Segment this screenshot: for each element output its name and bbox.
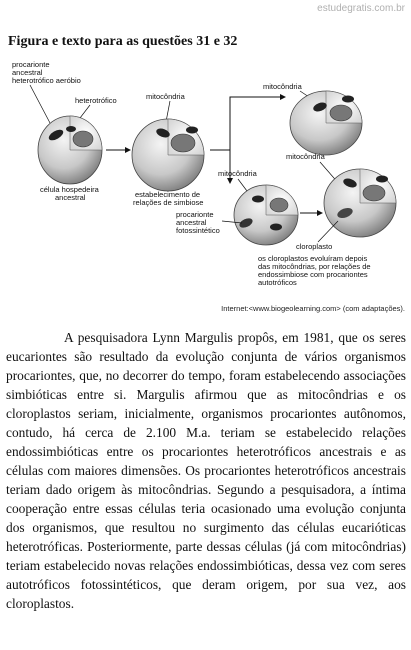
label-mitocondria-1: mitocôndria [146,92,185,101]
note-line-2: das mitocôndrias, por relações de [258,262,371,271]
label-procarionte-1: procarionte [12,60,50,69]
label-cloroplasto: cloroplasto [296,242,333,251]
note-line-3: endossimbiose com procariontes [258,270,368,279]
question-heading: Figura e texto para as questões 31 e 32 [8,34,238,49]
note-line-1: os cloroplastos evoluíram depois [258,254,368,263]
label-host-2: ancestral [55,193,86,202]
label-fotossintetico-1: procarionte [176,210,214,219]
label-mitocondria-3: mitocôndria [218,169,257,178]
label-procarionte-2: ancestral [12,68,43,77]
label-procarionte-3: heterotrófico aeróbio [12,76,81,85]
note-line-4: autotróficos [258,278,297,287]
label-fotossintetico-2: ancestral [176,218,207,227]
label-mitocondria-4: mitocôndria [286,152,325,161]
label-heterotrofico: heterotrófico [75,96,117,105]
label-fotossintetico-3: fotossintético [176,226,220,235]
cell-with-photosynthetic-prokaryote [234,185,298,245]
host-cell [38,116,102,184]
heterotrophic-eukaryote-cell [290,91,362,155]
symbiosis-cell [132,119,204,191]
label-host-1: célula hospedeira [40,185,99,194]
figure-source: Internet:<www.biogeolearning.com> (com adaptações). [221,304,405,313]
photosynthetic-eukaryote-cell [324,169,396,237]
label-symbiosis-2: relações de simbiose [133,198,204,207]
endosymbiosis-figure [0,55,411,305]
article-paragraph: A pesquisadora Lynn Margulis propôs, em 1981, que os seres eucariontes são resultado da evolução conjunta de vários organismos procariontes, que, no decorrer do tempo, foram estabelecendo associações simbióticas entre si. Margulis afirmou que as mitocôndrias e os cloroplastos seriam, inicialmente, organismos procariontes autônomos, contudo, há cerca de 2.100 M.a. teriam se estabelecido relações endossimbióticas entre os procariontes heterotróficos ancestrais e as células com maiores dimensões. Os procariontes heterotróficos ancestrais teriam dado origem às mitocôndrias. Segundo a pesquisadora, a íntima cooperação entre essas células teria ocasionado uma evolução conjunta dos organismos, que resultou no surgimento das células eucarióticas heterotróficas. Posteriormente, parte dessas células (já com mitocôndrias) teriam estabelecido novas relações endossimbióticas, dessa vez com seres autotróficos fotossintéticos, que deram origem, por sua vez, aos cloroplastos. [6,330,406,611]
label-mitocondria-2: mitocôndria [263,82,302,91]
site-watermark: estudegratis.com.br [317,3,405,14]
label-symbiosis-1: estabelecimento de [135,190,201,199]
